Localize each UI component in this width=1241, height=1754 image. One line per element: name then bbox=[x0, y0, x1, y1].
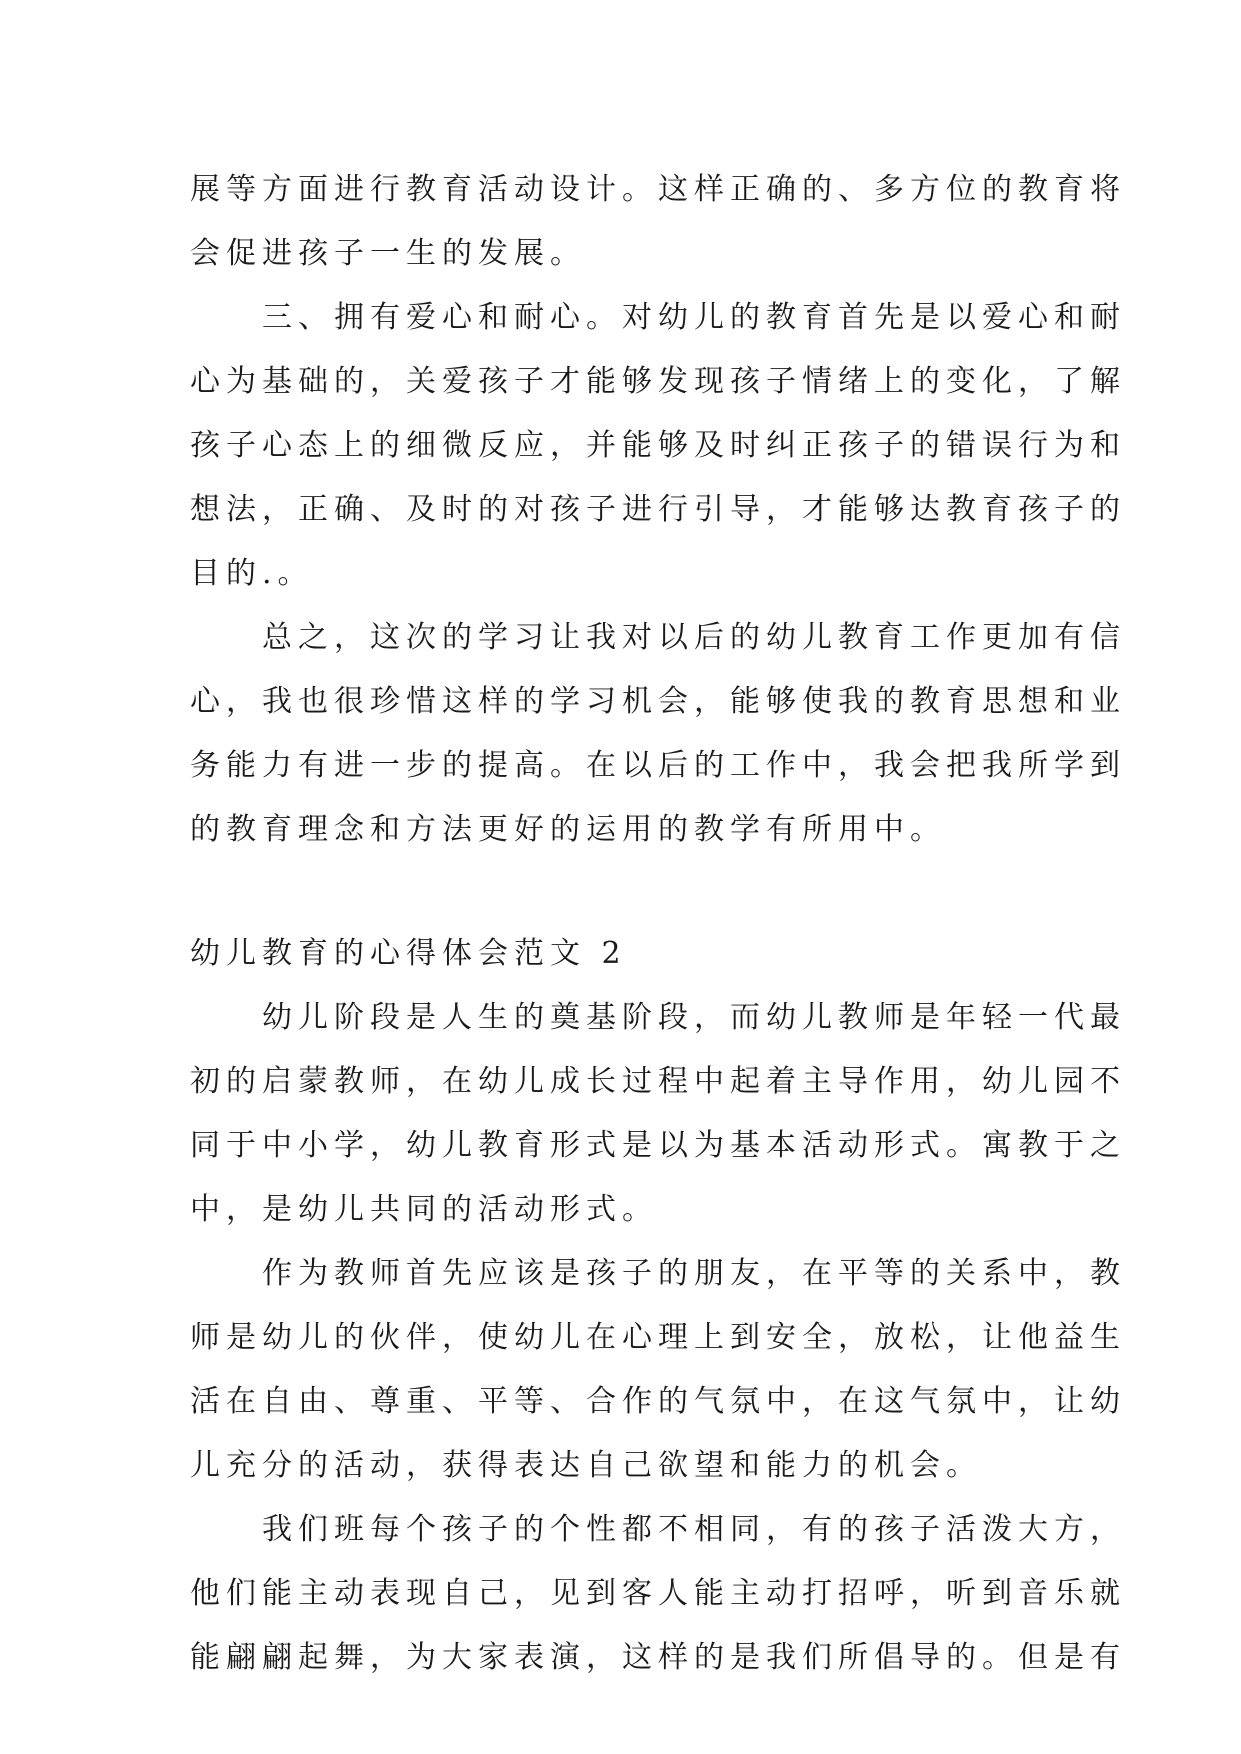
text-line: 总之，这次的学习让我对以后的幼儿教育工作更加有信 bbox=[262, 620, 1126, 655]
section-heading: 幼儿教育的心得体会范文 2 bbox=[190, 936, 627, 971]
text-line: 的教育理念和方法更好的运用的教学有所用中。 bbox=[190, 812, 946, 847]
text-line: 同于中小学，幼儿教育形式是以为基本活动形式。寓教于之 bbox=[190, 1128, 1126, 1163]
paragraph-foundation-stage bbox=[190, 986, 1126, 1242]
text-line: 展等方面进行教育活动设计。这样正确的、多方位的教育将 bbox=[190, 172, 1126, 207]
text-line: 心，我也很珍惜这样的学习机会，能够使我的教育思想和业 bbox=[190, 684, 1126, 719]
text-line: 想法，正确、及时的对孩子进行引导，才能够达教育孩子的 bbox=[190, 492, 1126, 527]
text-line: 目的.。 bbox=[190, 556, 314, 591]
text-line: 儿充分的活动，获得表达自己欲望和能力的机会。 bbox=[190, 1448, 982, 1483]
text-line: 三、拥有爱心和耐心。对幼儿的教育首先是以爱心和耐 bbox=[262, 300, 1126, 335]
text-line: 孩子心态上的细微反应，并能够及时纠正孩子的错误行为和 bbox=[190, 428, 1126, 463]
text-line: 师是幼儿的伙伴，使幼儿在心理上到安全，放松，让他益生 bbox=[190, 1320, 1126, 1355]
text-line: 初的启蒙教师，在幼儿成长过程中起着主导作用，幼儿园不 bbox=[190, 1064, 1126, 1099]
document-body bbox=[190, 158, 1126, 1690]
text-line: 我们班每个孩子的个性都不相同，有的孩子活泼大方， bbox=[262, 1512, 1126, 1547]
text-line: 作为教师首先应该是孩子的朋友，在平等的关系中，教 bbox=[262, 1256, 1126, 1291]
text-line: 务能力有进一步的提高。在以后的工作中，我会把我所学到 bbox=[190, 748, 1126, 783]
text-line: 他们能主动表现自己，见到客人能主动打招呼，听到音乐就 bbox=[190, 1576, 1126, 1611]
text-line: 活在自由、尊重、平等、合作的气氛中，在这气氛中，让幼 bbox=[190, 1384, 1126, 1419]
section-gap bbox=[190, 862, 1050, 922]
paragraph-individual-personalities bbox=[190, 1498, 1126, 1690]
text-line: 幼儿阶段是人生的奠基阶段，而幼儿教师是年轻一代最 bbox=[262, 1000, 1126, 1035]
paragraph-love-and-patience bbox=[190, 286, 1126, 606]
paragraph-continuation bbox=[190, 158, 1126, 286]
text-line: 能翩翩起舞，为大家表演，这样的是我们所倡导的。但是有 bbox=[190, 1640, 1126, 1675]
text-line: 会促进孩子一生的发展。 bbox=[190, 236, 586, 271]
text-line: 心为基础的，关爱孩子才能够发现孩子情绪上的变化，了解 bbox=[190, 364, 1126, 399]
paragraph-conclusion bbox=[190, 606, 1126, 862]
text-line: 中，是幼儿共同的活动形式。 bbox=[190, 1192, 658, 1227]
paragraph-teacher-as-friend bbox=[190, 1242, 1126, 1498]
